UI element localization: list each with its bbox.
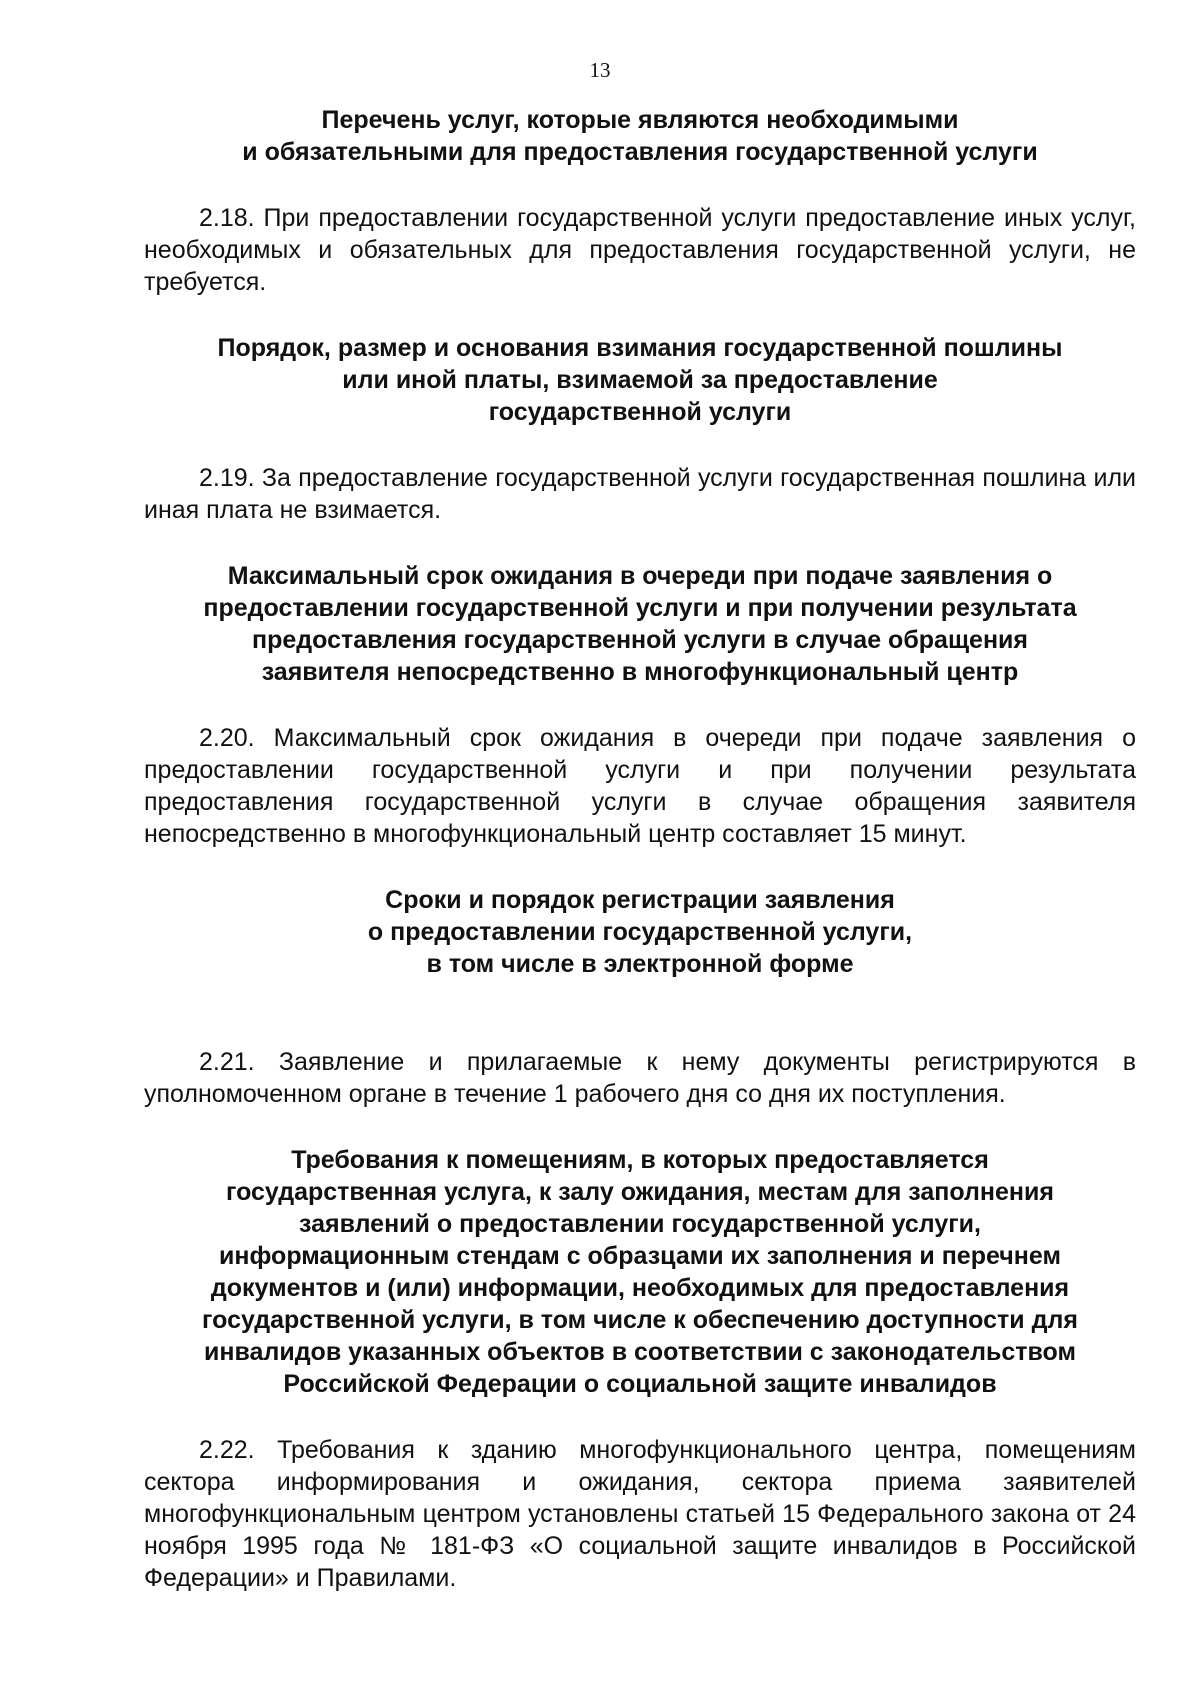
section-heading-state-fee: Порядок, размер и основания взимания государственной пошлины или иной платы, взимаемой за предоставление государственной услуги [217,334,1063,426]
document-body [144,104,1136,1594]
paragraph-2-22: 2.22. Требования к зданию многофункционального центра, помещениям сектора информирования и ожидания, сектора приема заявителей многофункциональным центром установлены статьей 15 Федерального закона от 24 ноября 1995 года № 181-ФЗ «О социальной защите инвалидов в Российской Федерации» и Правилами. [144,1436,1136,1592]
paragraph-2-18: 2.18. При предоставлении государственной услуги предоставление иных услуг, необходимых и обязательных для предоставления государственной услуги, не требуется. [144,204,1136,296]
paragraph-2-19: 2.19. За предоставление государственной услуги государственная пошлина или иная плата не взимается. [144,464,1136,524]
section-heading-registration: Сроки и порядок регистрации заявления о предоставлении государственной услуги, в том числе в электронной форме [367,886,913,978]
section-heading-required-services: Перечень услуг, которые являются необходимыми и обязательными для предоставления государственной услуги [242,106,1038,166]
paragraph-2-20: 2.20. Максимальный срок ожидания в очереди при подаче заявления о предоставлении государственной услуги и при получении результата предоставления государственной услуги в случае обращения заявителя непосредственно в многофункциональный центр составляет 15 минут. [144,724,1136,848]
page-number: 13 [589,58,611,82]
section-heading-queue-time: Максимальный срок ожидания в очереди при подаче заявления о предоставлении государственной услуги и при получении результата предоставления государственной услуги в случае обращения заявителя непосредственно в многофункциональный центр [203,562,1077,686]
paragraph-2-21: 2.21. Заявление и прилагаемые к нему документы регистрируются в уполномоченном органе в течение 1 рабочего дня со дня их поступления. [144,1048,1136,1108]
section-heading-premises-requirements: Требования к помещениям, в которых предоставляется государственная услуга, к залу ожидания, местам для заполнения заявлений о предоставлении государственной услуги, информационным стендам с образцами их заполнения и перечнем документов и (или) информации, необходимых для предоставления государственной услуги, в том числе к обеспечению доступности для инвалидов указанных объектов в соответствии с законодательством Российской Федерации о социальной защите инвалидов [202,1146,1078,1398]
